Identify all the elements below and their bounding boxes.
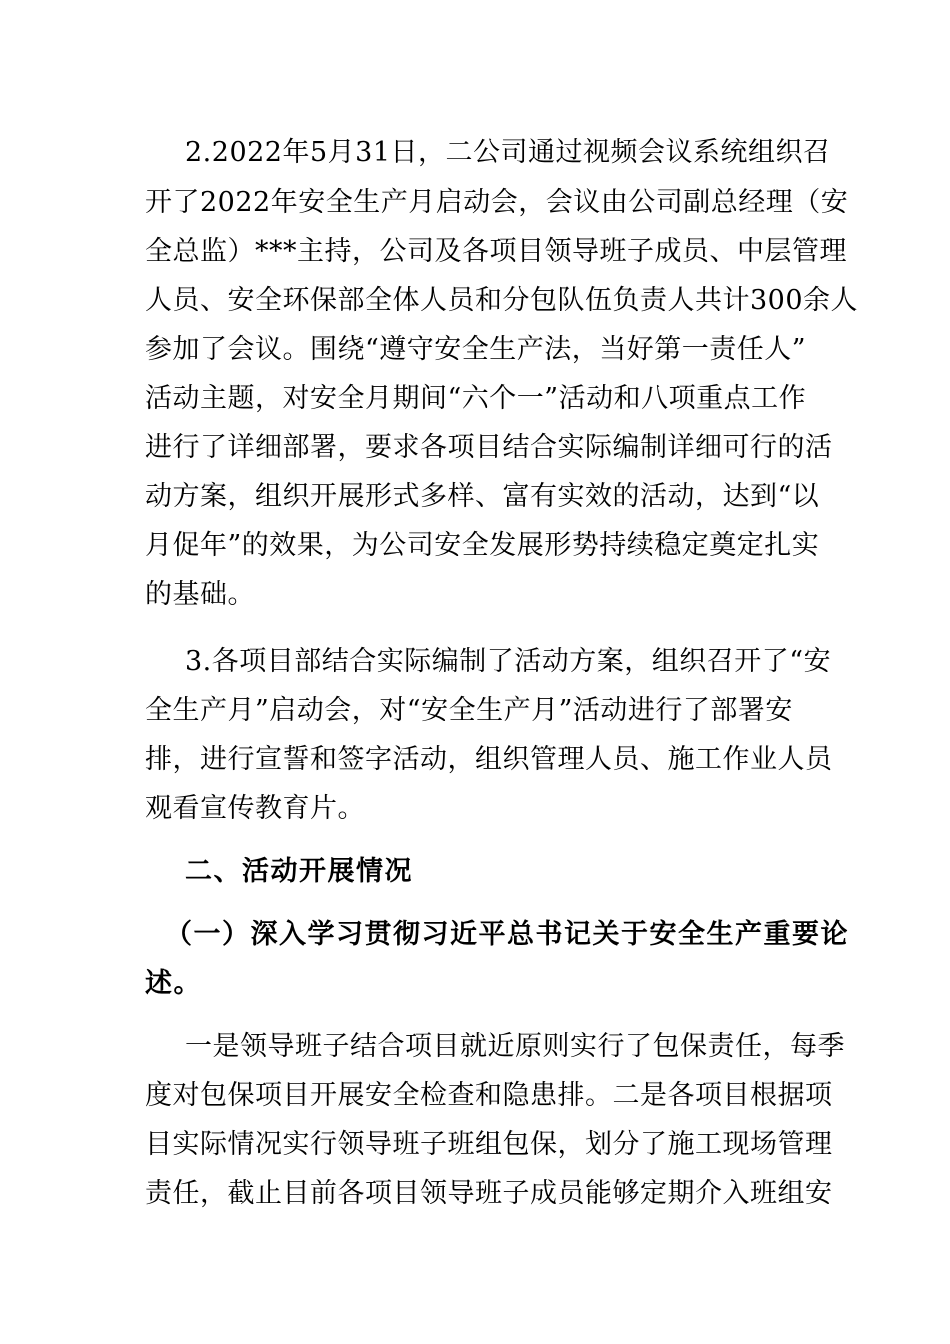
- paragraph-3-line-3: 排，进行宣誓和签字活动，组织管理人员、施工作业人员: [145, 744, 833, 775]
- paragraph-2-line-7: 进行了详细部署，要求各项目结合实际编制详细可行的活: [145, 432, 833, 463]
- paragraph-3-line-2: 全生产月”启动会，对“安全生产月”活动进行了部署安: [145, 695, 793, 726]
- subsection-heading-line-2: 述。: [145, 968, 202, 999]
- section-heading: 二、活动开展情况: [185, 856, 413, 887]
- paragraph-2-line-8: 动方案，组织开展形式多样、富有实效的活动，达到“以: [145, 481, 820, 512]
- paragraph-4-line-3: 目实际情况实行领导班子班组包保，划分了施工现场管理: [145, 1129, 833, 1160]
- paragraph-4-line-4: 责任，截止目前各项目领导班子成员能够定期介入班组安: [145, 1178, 833, 1209]
- paragraph-4-line-1: 一是领导班子结合项目就近原则实行了包保责任，每季: [185, 1031, 845, 1062]
- paragraph-2-line-4: 人员、安全环保部全体人员和分包队伍负责人共计300余人: [145, 285, 859, 316]
- paragraph-2-line-10: 的基础。: [145, 579, 255, 610]
- paragraph-2-line-2: 开了2022年安全生产月启动会，会议由公司副总经理（安: [145, 187, 849, 218]
- paragraph-2-line-3: 全总监）***主持，公司及各项目领导班子成员、中层管理: [145, 236, 847, 267]
- paragraph-2-line-6: 活动主题，对安全月期间“六个一”活动和八项重点工作: [145, 383, 807, 414]
- subsection-heading-line-1: （一）深入学习贯彻习近平总书记关于安全生产重要论: [165, 919, 849, 950]
- paragraph-2-line-9: 月促年”的效果，为公司安全发展形势持续稳定奠定扎实: [145, 530, 820, 561]
- paragraph-3-line-4: 观看宣传教育片。: [145, 793, 365, 824]
- paragraph-2-line-5: 参加了会议。围绕“遵守安全生产法，当好第一责任人”: [145, 334, 807, 365]
- paragraph-2-line-1: 2.2022年5月31日，二公司通过视频会议系统组织召: [185, 137, 831, 168]
- paragraph-3-line-1: 3.各项目部结合实际编制了活动方案，组织召开了“安: [185, 646, 832, 677]
- paragraph-4-line-2: 度对包保项目开展安全检查和隐患排。二是各项目根据项: [145, 1080, 833, 1111]
